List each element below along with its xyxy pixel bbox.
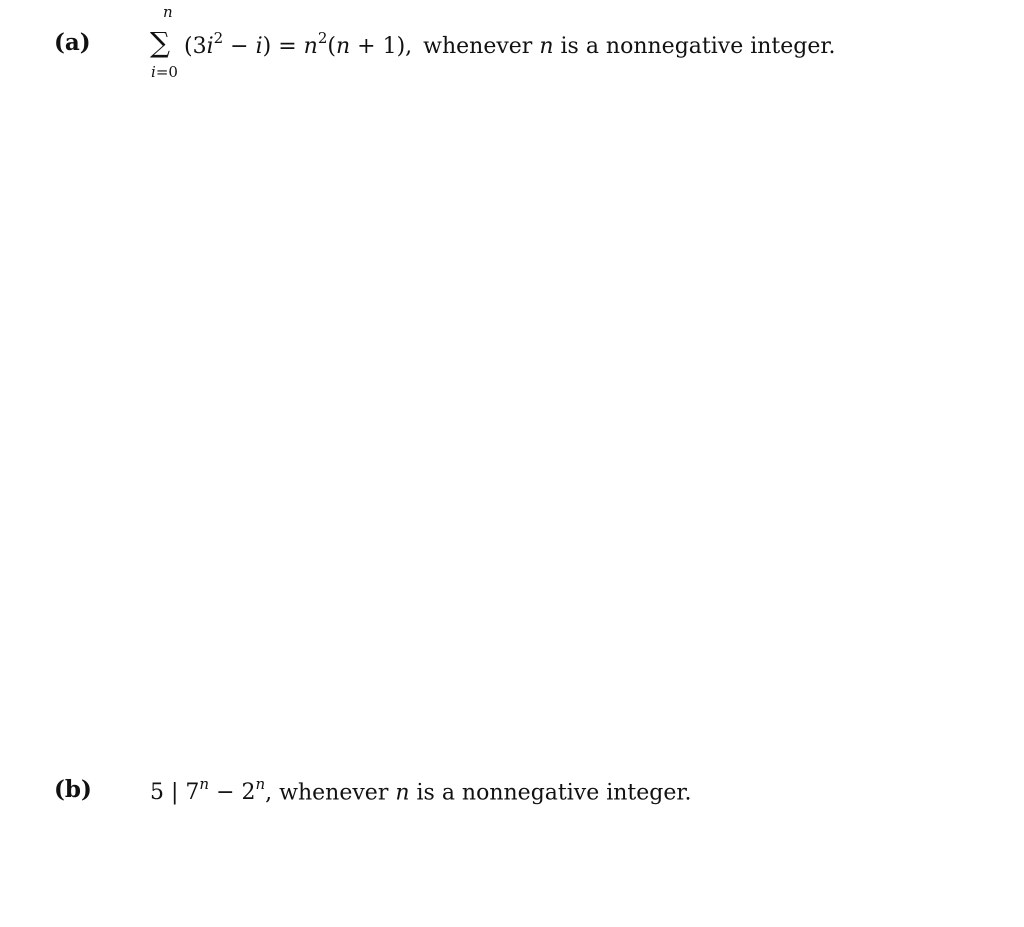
sum-lower-limit: i=0 [151,63,178,81]
sigma-icon: ∑ [150,26,170,59]
summation-symbol [150,3,184,81]
part-b-condition: , whenever n is a nonnegative integer. [265,780,692,806]
part-b-label: (b) [54,776,92,803]
part-b-statement [150,775,692,806]
sum-expression: $(3i^2 - i) = n^2(n + 1)$, [184,28,413,59]
part-a-condition: whenever n is a nonnegative integer. [416,34,836,59]
part-a-statement [150,3,836,81]
part-a-label: (a) [54,29,91,56]
sum-upper-limit: n [163,3,173,21]
divisibility-expression: 5 | $7^n - 2^n$ [150,775,266,806]
